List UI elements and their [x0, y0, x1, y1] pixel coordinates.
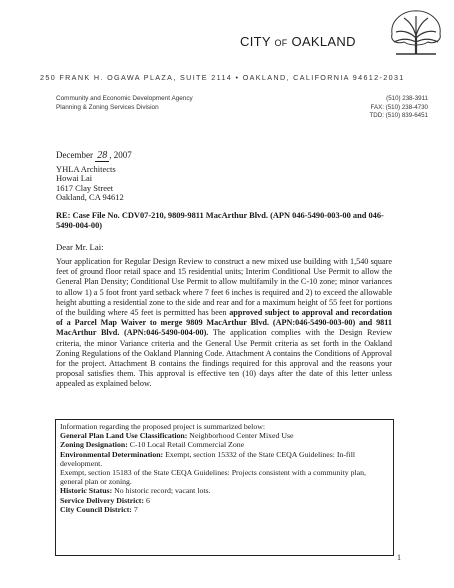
council-district-label: City Council District:	[60, 504, 132, 514]
recipient-line: Howai Lai	[56, 173, 93, 184]
summary-service-district	[60, 496, 389, 505]
fax-number: FAX: (510) 238-4730	[370, 103, 428, 111]
contact-numbers	[370, 95, 428, 121]
date-day-handwritten: 28	[97, 150, 108, 161]
summary-zoning	[60, 440, 389, 449]
historic-label: Historic Status:	[60, 486, 113, 496]
recipient-line: 1617 Clay Street	[56, 182, 114, 193]
phone-number: (510) 238-3911	[386, 95, 428, 102]
body-text-intro: Your application for Regular Design Review to construct a new mixed use building with 1,540 square feet of ground floor retail space and 15 residential units; Interim Conditional Use Permit to allow the General Plan Density; Conditional Use Permit to allow multifamily in the C-10 zone; minor variances to allow 1) a 5 foot front yard setback where 7 feet 6 inches is required and 2) to exceed the allowable height abutting a residential zone to the side and rear and for a maximum height of 55 feet for portions of the building where 45 feet is permitted has been	[56, 257, 392, 318]
summary-intro: Information regarding the proposed project is summarized below:	[60, 422, 266, 431]
summary-environmental	[60, 450, 389, 468]
historic-value: No historic record; vacant lots.	[112, 486, 211, 496]
environmental-label: Environmental Determination:	[60, 449, 164, 459]
date-year: , 2007	[109, 150, 132, 160]
general-plan-label: General Plan Land Use Classification:	[60, 431, 188, 441]
summary-general-plan	[60, 431, 389, 440]
letter-date	[56, 150, 132, 161]
recipient-line: Oakland, CA 94612	[56, 192, 124, 203]
summary-exempt-line: Exempt, section 15183 of the State CEQA Guidelines: Projects consistent with a community plan, general plan or zoning.	[60, 468, 366, 487]
city-prefix: CITY	[240, 34, 271, 49]
city-name: OAKLAND	[291, 34, 356, 49]
zoning-value: C-10 Local Retail Commercial Zone	[127, 440, 245, 450]
general-plan-value: Neighborhood Center Mixed Use	[187, 431, 294, 441]
recipient-address	[56, 165, 124, 203]
salutation: Dear Mr. Lai:	[56, 242, 104, 252]
body-paragraph	[56, 257, 392, 390]
environmental-value: Exempt, section 15332 of the State CEQA Guidelines: In-fill development.	[60, 449, 356, 468]
council-district-value: 7	[131, 504, 138, 514]
agency-name: Community and Economic Development Agency	[56, 95, 193, 102]
summary-historic	[60, 486, 389, 495]
city-of-oakland-title	[240, 34, 356, 49]
tdd-number: TDD: (510) 839-6451	[369, 112, 428, 120]
service-district-value: 6	[144, 495, 150, 505]
date-month: December	[56, 150, 93, 160]
letterhead-address: 250 FRANK H. OGAWA PLAZA, SUITE 2114 • OAKLAND, CALIFORNIA 94612-2031	[40, 73, 405, 82]
recipient-line: YHLA Architects	[56, 164, 116, 174]
division-name: Planning & Zoning Services Division	[56, 103, 159, 111]
body-text-conclusion: The application complies with the Design Review criteria, the minor Variance criteria and the General Use Permit criteria as set forth in the Oakland Zoning Regulations of the Oakland Planning Code. Attachment A contains the Conditions of Approval for the project. Attachment B contains the findings required for this approval and the reasons your proposal satisfies them. This approval is effective ten (10) days after the date of this letter unless appealed as explained below.	[56, 328, 393, 389]
body-text-approval: approved subject to approval and recordation of a Parcel Map Waiver to merge 9809 MacArthur Blvd. (APN:046-5490-003-00) and 9811 MacArthur Blvd. (APN:046-5490-004-00).	[56, 308, 393, 338]
city-of: OF	[274, 38, 288, 48]
page-number: 1	[397, 553, 401, 562]
summary-council-district	[60, 505, 389, 514]
project-summary-box	[55, 419, 394, 556]
agency-block	[56, 95, 193, 112]
service-district-label: Service Delivery District:	[60, 495, 144, 505]
subject-line: RE: Case File No. CDV07-210, 9809-9811 MacArthur Blvd. (APN 046-5490-003-00 and 046-5490-004-00)	[56, 211, 384, 230]
oak-tree-logo-icon	[388, 8, 444, 56]
zoning-label: Zoning Designation:	[60, 440, 128, 450]
